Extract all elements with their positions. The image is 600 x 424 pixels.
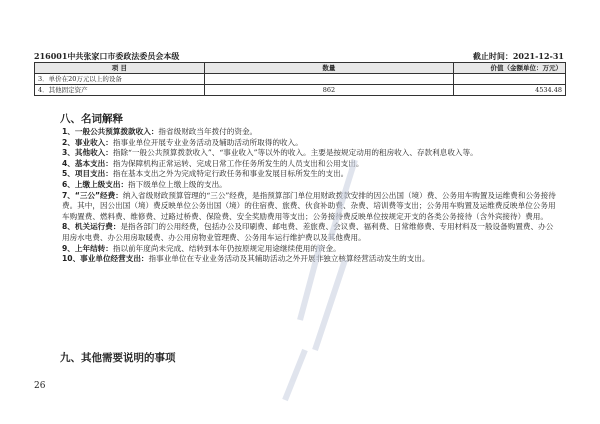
definition-text: 指以前年度尚未完成、结转到本年仍按原规定用途继续使用的资金。 <box>112 243 341 253</box>
definition-item <box>62 191 556 223</box>
row-value: 4534.48 <box>454 85 566 96</box>
row-item: 4．其他固定资产 <box>35 85 205 96</box>
section-heading-definitions: 八、名词解释 <box>60 113 123 125</box>
column-header-value: 价值（金额单位：万元） <box>454 63 566 74</box>
row-qty: 862 <box>204 85 453 96</box>
definition-term: 9、上年结转： <box>62 243 113 253</box>
definition-item <box>62 148 556 159</box>
definition-item <box>62 159 556 170</box>
definition-term: 7、“三公”经费： <box>62 190 123 200</box>
definition-term: 10、事业单位经营支出： <box>62 254 149 264</box>
fixed-assets-table <box>34 62 566 96</box>
row-qty <box>204 74 453 85</box>
table-row <box>35 85 566 96</box>
definition-item <box>62 138 556 149</box>
definition-text: 指为保障机构正常运转、完成日常工作任务所发生的人员支出和公用支出。 <box>112 158 364 168</box>
definition-term: 5、项目支出： <box>62 169 113 179</box>
cutoff-date: 截止时间：2021-12-31 <box>472 51 564 61</box>
definition-item <box>62 254 556 265</box>
table-header-row <box>35 63 566 74</box>
definition-item <box>62 127 556 138</box>
definition-term: 2、事业收入： <box>62 137 113 147</box>
definition-term: 6、上缴上级支出： <box>62 179 129 189</box>
definition-text: 指下级单位上缴上级的支出。 <box>128 179 227 189</box>
column-header-qty: 数量 <box>204 63 453 74</box>
row-value <box>454 74 566 85</box>
definition-text: 指除“一般公共预算拨款收入”、“事业收入”等以外的收入。主要是按规定动用的租房收入、存款利息收入等。 <box>112 148 478 158</box>
table-row <box>35 74 566 85</box>
column-header-item: 项 目 <box>35 63 205 74</box>
definition-text: 指事业单位在专业业务活动及其辅助活动之外开展非独立核算经营活动发生的支出。 <box>148 254 430 264</box>
definition-text: 纳入省级财政预算管理的“三公”经费，是指预算部门单位用财政拨款安排的因公出国（境）费、公务用车购置及运维费和公务接待费。其中，因公出国（境）费反映单位公务出国（境）的住宿费、旅费、伙食补助费、杂费、培训费等支出；公务用车购置及运维费反映单位公务用车购置费、燃料费、维修费、过路过桥费、保险费、安全奖励费用等支出；公务接待费反映单位按规定开支的各类公务接待（含外宾接待）费用。 <box>62 190 556 221</box>
definition-text: 指省级财政当年拨付的资金。 <box>158 127 258 136</box>
org-name: 216001中共张家口市委政法委员会本级 <box>34 51 180 61</box>
definition-term: 4、基本支出： <box>62 158 113 168</box>
page-number: 26 <box>34 381 46 391</box>
definition-text: 是指各部门的公用经费，包括办公及印刷费、邮电费、差旅费、会议费、福利费、日常维修费、专用材料及一般设备购置费、办公用房水电费、办公用房取暖费、办公用房物业管理费、公务用车运行维护费以及其他费用。 <box>62 222 554 242</box>
definitions-body <box>62 127 556 265</box>
definition-text: 指事业单位开展专业业务活动及辅助活动所取得的收入。 <box>112 137 303 147</box>
definition-item <box>62 169 556 180</box>
definition-term: 8、机关运行费： <box>62 222 121 232</box>
definition-item <box>62 180 556 191</box>
row-item: 3．单价在20万元以上的设备 <box>35 74 205 85</box>
section-heading-other: 九、其他需要说明的事项 <box>60 352 176 364</box>
definition-item <box>62 244 556 255</box>
definition-term: 1、一般公共预算拨款收入： <box>62 127 159 136</box>
definition-item <box>62 222 556 243</box>
definition-text: 指在基本支出之外为完成特定行政任务和事业发展目标所发生的支出。 <box>112 169 349 179</box>
definition-term: 3、其他收入： <box>62 148 113 158</box>
